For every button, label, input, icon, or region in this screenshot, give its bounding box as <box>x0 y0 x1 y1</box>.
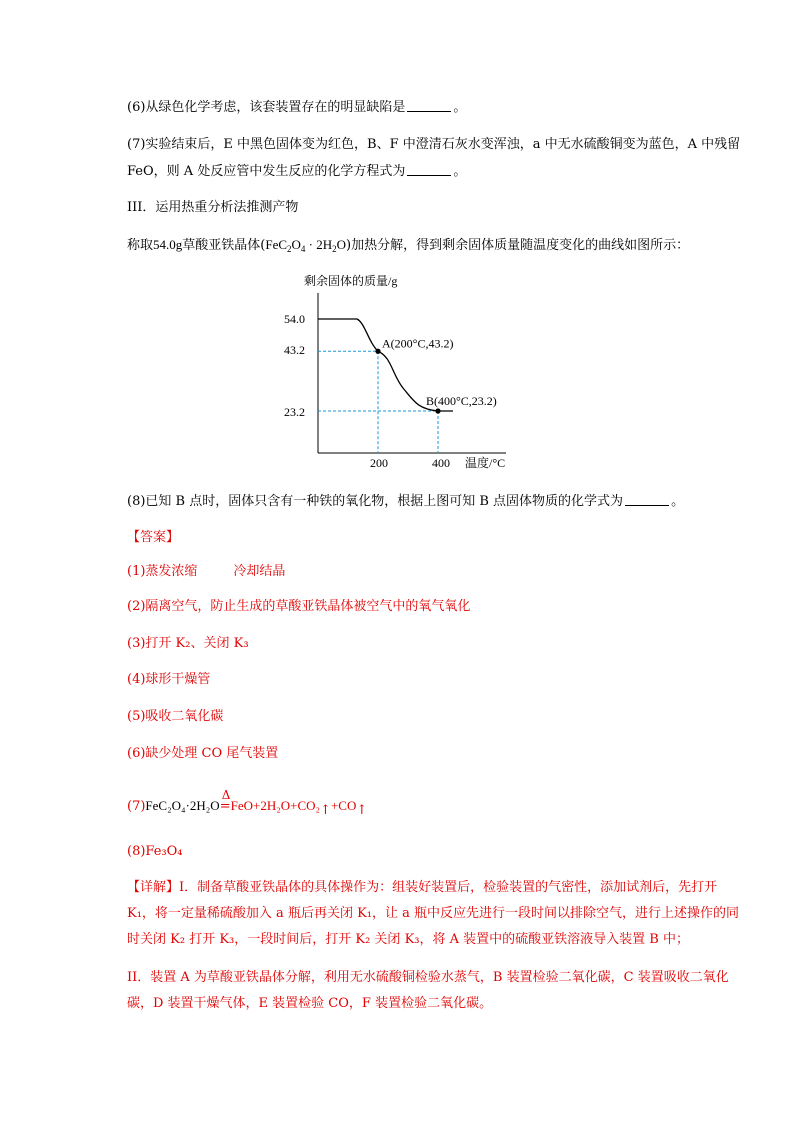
intro-text: 草酸亚铁晶体( <box>182 238 266 253</box>
x-tick-200: 200 <box>370 456 388 470</box>
intro-mass: 54.0g <box>153 237 183 252</box>
question-7-line1: (7)实验结束后，E 中黑色固体变为红色，B、F 中澄清石灰水变浑浊，a 中无水硫酸铜变为蓝色，A 中残留 <box>127 137 741 152</box>
answer-7-reactant: FeC₂O₄·2H₂O <box>145 798 220 813</box>
answer-7-co: +CO <box>330 798 357 813</box>
punct: 。 <box>453 100 467 115</box>
answer-1b: 冷却结晶 <box>233 564 286 579</box>
x-axis-label: 温度/°C <box>465 456 506 470</box>
question-8-text: (8)已知 B 点时，固体只含有一种铁的氧化物，根据上图可知 B 点固体物质的化学式为 <box>127 494 624 509</box>
answer-8: (8)Fe₃O₄ <box>127 844 183 859</box>
intro-paragraph <box>127 235 689 259</box>
answer-blank <box>407 161 451 176</box>
point-a <box>375 349 380 354</box>
intro-formula: $FeC_2O_4 \cdot 2H_2O$ <box>265 237 347 254</box>
answer-1a: (1)蒸发浓缩 <box>127 564 198 579</box>
y-tick-43: 43.2 <box>284 343 305 357</box>
answer-2: (2)隔离空气，防止生成的草酸亚铁晶体被空气中的氧气氧化 <box>127 599 471 614</box>
question-7-line2 <box>127 161 466 182</box>
detail-line-2: K₁，将一定量稀硫酸加入 a 瓶后再关闭 K₁，让 a 瓶中反应先进行一段时间以排除空气，进行上述操作的同 <box>127 906 740 921</box>
detail-line-3: 时关闭 K₂ 打开 K₃，一段时间后，打开 K₂ 关闭 K₃，将 A 装置中的硫酸亚铁溶液导入装置 B 中； <box>127 932 689 947</box>
section-3-title: III．运用热重分析法推测产物 <box>127 200 299 215</box>
punct: 。 <box>671 494 685 509</box>
intro-text: )加热分解，得到剩余固体质量随温度变化的曲线如图所示： <box>346 238 690 253</box>
answer-1 <box>127 562 285 582</box>
answer-3: (3)打开 K₂、关闭 K₃ <box>127 636 249 651</box>
answer-blank <box>407 97 451 112</box>
y-tick-23: 23.2 <box>284 405 305 419</box>
y-tick-54: 54.0 <box>284 312 305 326</box>
answer-5: (5)吸收二氧化碳 <box>127 709 224 724</box>
question-7-text: FeO，则 A 处反应管中发生反应的化学方程式为 <box>127 164 406 179</box>
x-tick-400: 400 <box>432 456 450 470</box>
detail-line-1: 【详解】I．制备草酸亚铁晶体的具体操作为：组装好装置后，检验装置的气密性，添加试剂后，先打开 <box>127 880 718 895</box>
punct: 。 <box>453 164 467 179</box>
answer-header: 【答案】 <box>127 530 180 545</box>
question-8 <box>127 491 684 512</box>
gas-arrow: ↑ <box>320 803 331 818</box>
point-b <box>435 408 440 413</box>
answer-blank <box>625 491 669 506</box>
question-6 <box>127 97 466 118</box>
answer-6: (6)缺少处理 CO 尾气装置 <box>127 746 279 761</box>
gas-arrow: ↑ <box>356 803 368 818</box>
intro-text: 称取 <box>127 238 154 253</box>
answer-7-prefix: (7) <box>127 799 146 814</box>
point-b-label: B(400°C,23.2) <box>426 394 497 408</box>
point-a-label: A(200°C,43.2) <box>382 336 454 351</box>
question-6-text: (6)从绿色化学考虑，该套装置存在的明显缺陷是 <box>127 100 406 115</box>
answer-7 <box>127 788 368 818</box>
answer-7-products: FeO+2H₂O+CO₂ <box>230 798 321 813</box>
mass-temperature-chart <box>280 265 520 475</box>
delta-symbol: Δ <box>221 788 231 802</box>
detail-line-4: II．装置 A 为草酸亚铁晶体分解，利用无水硫酸铜检验水蒸气，B 装置检验二氧化碳，C 装置吸收二氧化 <box>127 970 729 985</box>
answer-4: (4)球形干燥管 <box>127 672 211 687</box>
detail-line-5: 碳，D 装置干燥气体，E 装置检验 CO，F 装置检验二氧化碳。 <box>127 996 493 1011</box>
y-axis-label: 剩余固体的质量/g <box>304 274 398 288</box>
heat-condition: Δ = <box>220 797 231 817</box>
